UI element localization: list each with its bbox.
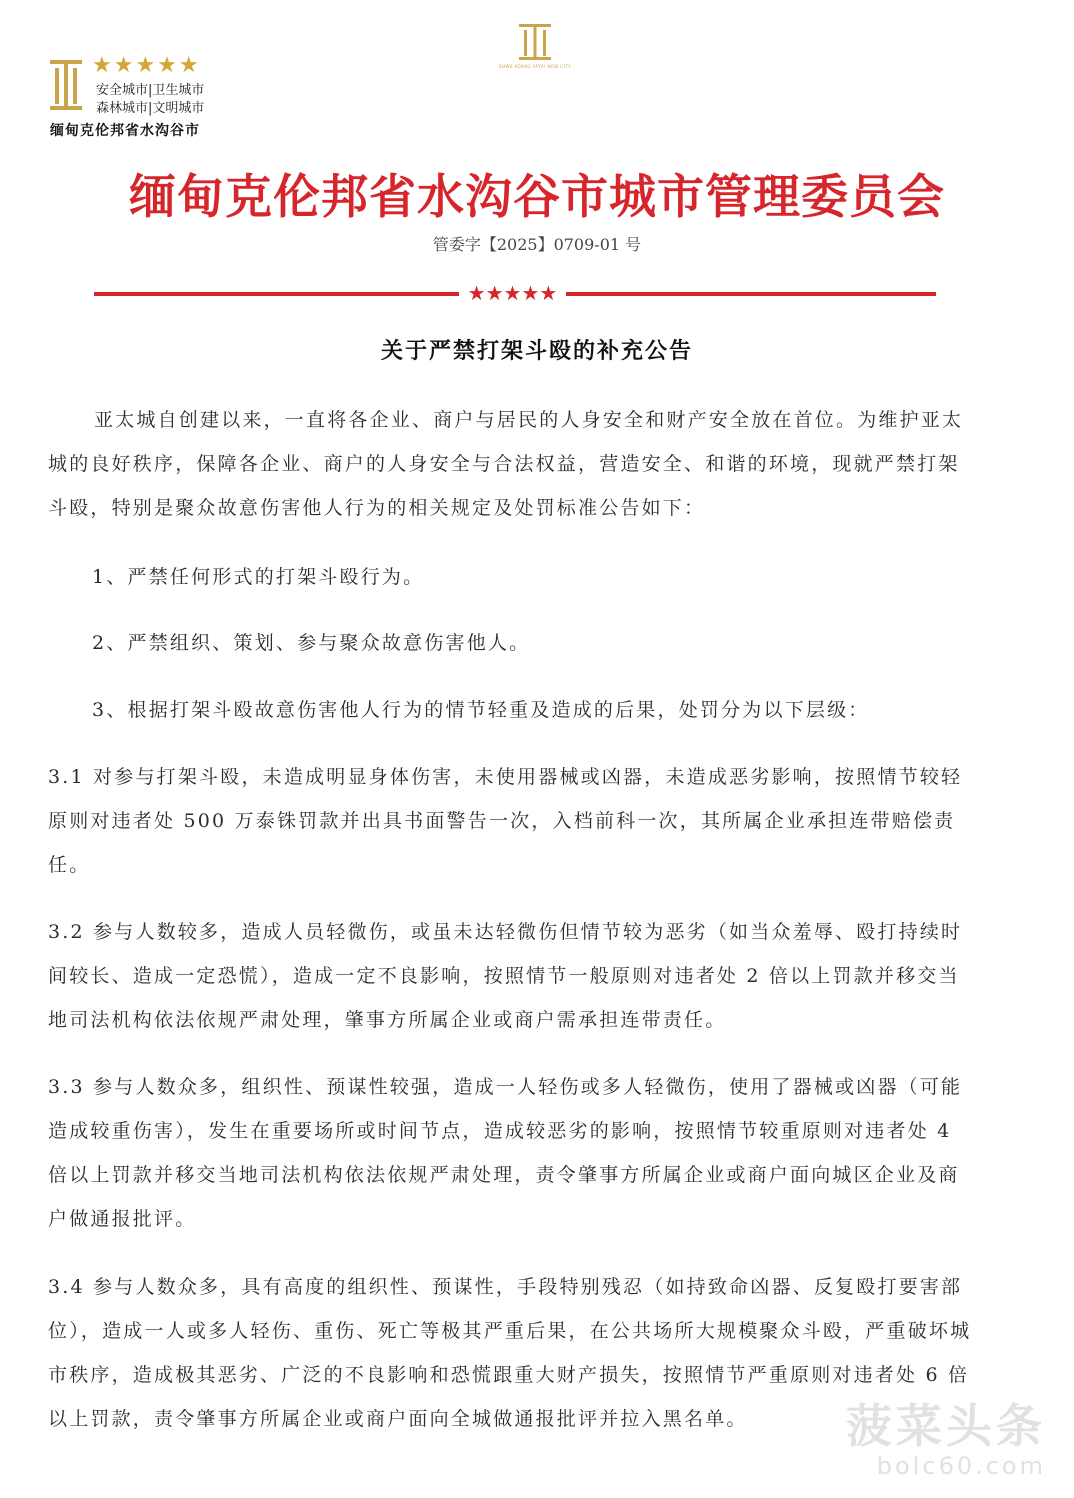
- center-logo-tagline: SHWE KOKKO YATAI NEW CITY: [498, 64, 572, 69]
- clause-3-4: 3.4 参与人数众多，具有高度的组织性、预谋性，手段特别残忍（如持致命凶器、反复殴打要害部位），造成一人或多人轻伤、重伤、死亡等极其严重后果，在公共场所大规模聚众斗殴，严重破坏城市秩序，造成极其恶劣、广泛的不良影响和恐慌跟重大财产损失，按照情节严重原则对违者处 6 倍以上罚款，责令肇事方所属企业或商户面向全城做通报批评并拉入黑名单。: [48, 1276, 972, 1430]
- organization-title: 缅甸克伦邦省水沟谷市城市管理委员会: [129, 170, 945, 225]
- clause-3-1: 3.1 对参与打架斗殴，未造成明显身体伤害，未使用器械或凶器，未造成恶劣影响，按照情节较轻原则对违者处 500 万泰铢罚款并出具书面警告一次，入档前科一次，其所属企业承担连带赔偿责任。: [48, 766, 963, 876]
- watermark-url: bolc60.com: [876, 1452, 1046, 1480]
- slogan-line-1: 安全城市|卫生城市: [96, 83, 205, 98]
- pillar-logo-icon: [515, 22, 555, 62]
- pillar-logo-icon: [48, 58, 84, 112]
- list-item: 1、严禁任何形式的打架斗殴行为。: [92, 566, 425, 588]
- red-divider: [94, 281, 936, 306]
- watermark: [726, 1400, 1046, 1490]
- watermark-text: 菠菜头条: [846, 1399, 1046, 1453]
- center-logo: [455, 22, 615, 82]
- document-number: 管委字【2025】0709-01 号: [432, 235, 642, 254]
- divider-stars: ★★★★★: [467, 281, 558, 305]
- city-logo-block: [48, 54, 248, 144]
- clause-3-3: 3.3 参与人数众多，组织性、预谋性较强，造成一人轻伤或多人轻微伤，使用了器械或凶器（可能造成较重伤害），发生在重要场所或时间节点，造成较恶劣的影响，按照情节较重原则对违者处 4 倍以上罚款并移交当地司法机构依法依规严肃处理，责令肇事方所属企业或商户面向城区企业及商户做通报批评。: [48, 1076, 963, 1230]
- list-item: 2、严禁组织、策划、参与聚众故意伤害他人。: [92, 632, 531, 654]
- slogan-line-2: 森林城市|文明城市: [96, 101, 205, 116]
- city-name: 缅甸克伦邦省水沟谷市: [50, 123, 200, 139]
- intro-paragraph: 亚太城自创建以来，一直将各企业、商户与居民的人身安全和财产安全放在首位。为维护亚太城的良好秩序，保障各企业、商户的人身安全与合法权益，营造安全、和谐的环境，现就严禁打架斗殴，特别是聚众故意伤害他人行为的相关规定及处罚标准公告如下：: [48, 409, 964, 519]
- divider-line-right: [566, 292, 936, 296]
- clause-3-2: 3.2 参与人数较多，造成人员轻微伤，或虽未达轻微伤但情节较为恶劣（如当众羞辱、殴打持续时间较长、造成一定恐慌），造成一定不良影响，按照情节一般原则对违者处 2 倍以上罚款并移交当地司法机构依法依规严肃处理，肇事方所属企业或商户需承担连带责任。: [48, 921, 963, 1031]
- rating-stars: ★★★★★: [92, 53, 201, 78]
- list-item: 3、根据打架斗殴故意伤害他人行为的情节轻重及造成的后果，处罚分为以下层级：: [92, 699, 870, 721]
- notice-title: 关于严禁打架斗殴的补充公告: [380, 339, 693, 364]
- divider-line-left: [94, 292, 459, 296]
